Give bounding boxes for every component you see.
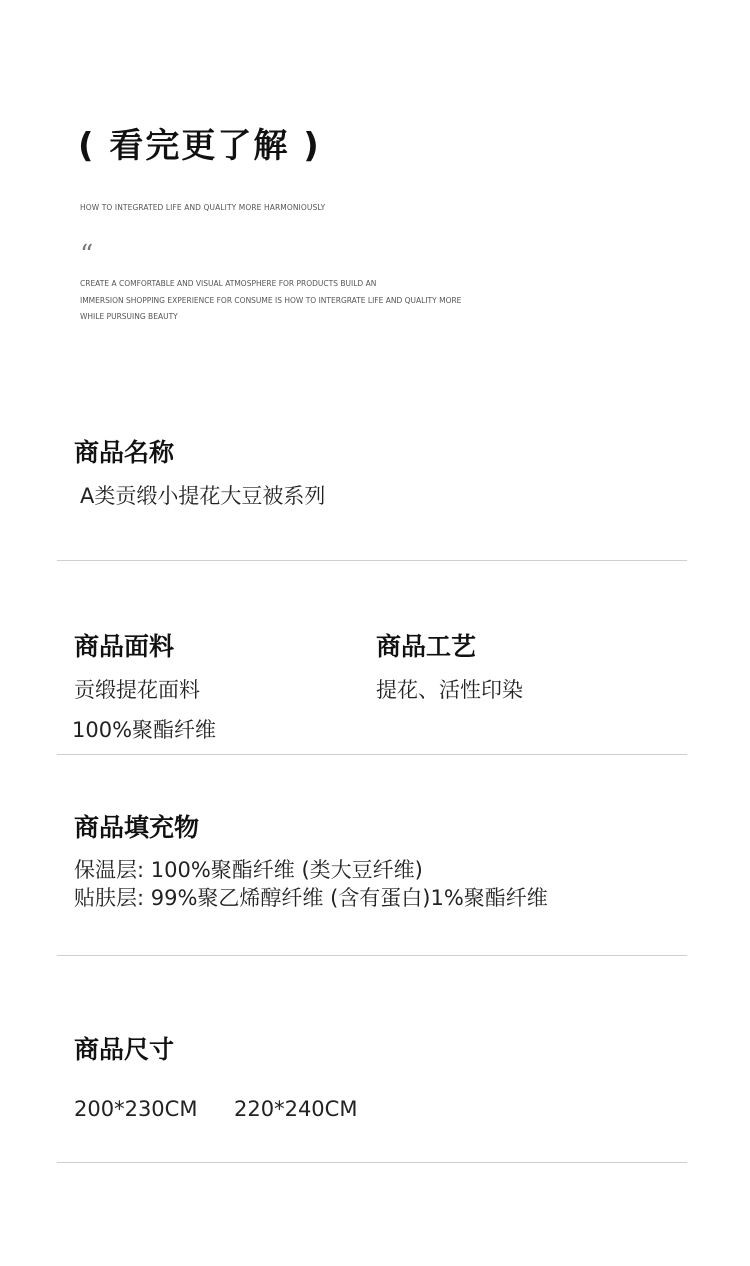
divider xyxy=(57,1162,687,1163)
size-value: 200*230CM xyxy=(74,1097,198,1121)
product-name-value: A类贡缎小提花大豆被系列 xyxy=(80,484,326,508)
description-line: WHILE PURSUING BEAUTY xyxy=(80,312,178,321)
quote-mark-icon: “ xyxy=(80,240,92,270)
description-line: IMMERSION SHOPPING EXPERIENCE FOR CONSUME IS HOW TO INTERGRATE LIFE AND QUALITY MORE xyxy=(80,295,462,305)
page-title: ( 看完更了解 ) xyxy=(78,126,321,166)
size-label: 商品尺寸 xyxy=(74,1035,175,1064)
fabric-label: 商品面料 xyxy=(74,632,175,661)
divider xyxy=(57,560,687,561)
divider xyxy=(57,754,687,755)
divider xyxy=(57,955,687,956)
header-description xyxy=(80,276,461,326)
fabric-value: 贡缎提花面料 xyxy=(74,678,200,702)
filling-value-warm-layer: 保温层: 100%聚酯纤维 (类大豆纤维) xyxy=(74,858,423,882)
craft-value: 提花、活性印染 xyxy=(376,678,523,702)
description-line: CREATE A COMFORTABLE AND VISUAL ATMOSPHERE FOR PRODUCTS BUILD AN xyxy=(80,279,377,288)
header-subtitle: HOW TO INTEGRATED LIFE AND QUALITY MORE HARMONIOUSLY xyxy=(80,203,326,212)
fabric-composition: 100%聚酯纤维 xyxy=(72,718,217,742)
filling-label: 商品填充物 xyxy=(74,813,200,842)
product-name-label: 商品名称 xyxy=(74,438,175,467)
filling-value-skin-layer: 贴肤层: 99%聚乙烯醇纤维 (含有蛋白)1%聚酯纤维 xyxy=(74,886,548,910)
size-value: 220*240CM xyxy=(234,1097,358,1121)
craft-label: 商品工艺 xyxy=(376,632,477,661)
